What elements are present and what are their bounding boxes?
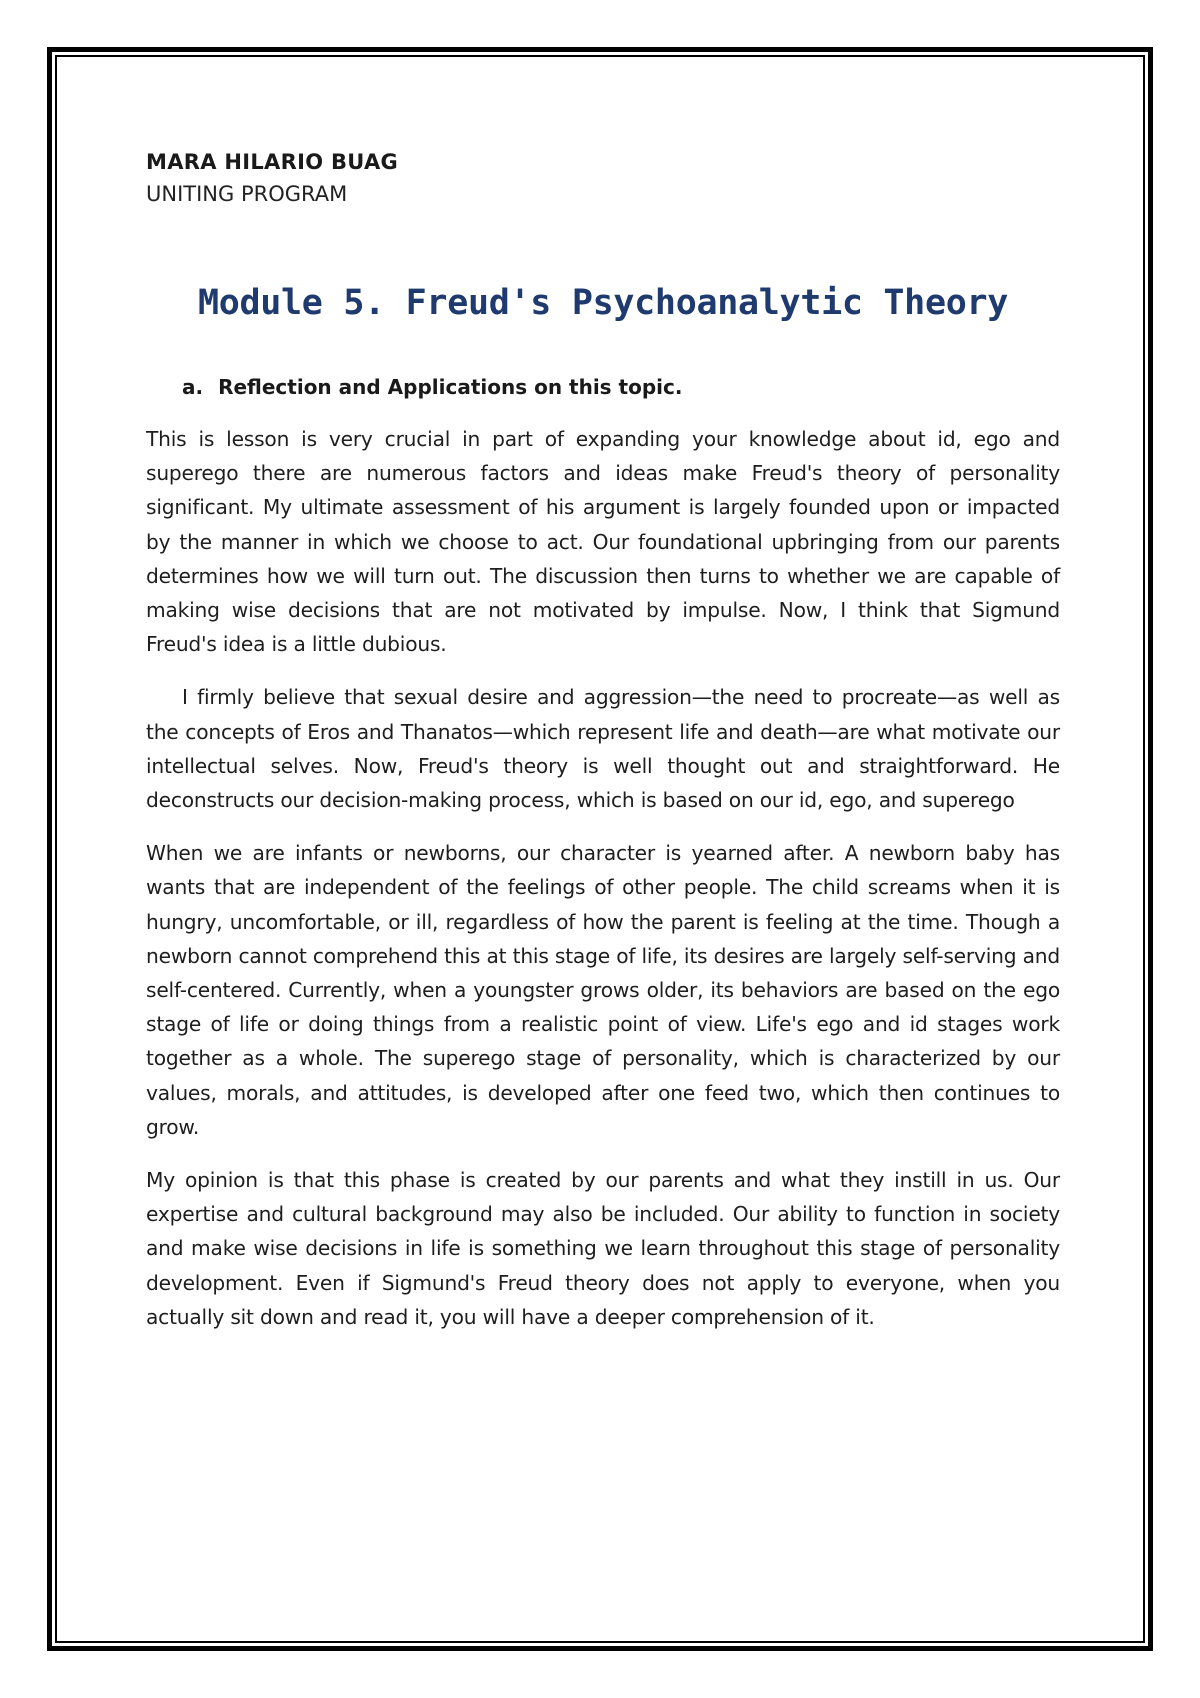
paragraph-3: When we are infants or newborns, our character is yearned after. A newborn baby has wants that are independent of the feelings of other people. The child screams when it is hungry, uncomfortable, or ill, regardless of how the parent is feeling at the time. Though a newborn cannot comprehend this at this stage of life, its desires are largely self-serving and self-centered. Currently, when a youngster grows older, its behaviors are based on the ego stage of life or doing things from a realistic point of view. Life's ego and id stages work together as a whole. The superego stage of personality, which is characterized by our values, morals, and attitudes, is developed after one feed two, which then continues to grow.: [146, 841, 1060, 1139]
section-heading-text: Reflection and Applications on this topic.: [218, 375, 683, 399]
program-name: UNITING PROGRAM: [146, 182, 348, 206]
paragraph-4: My opinion is that this phase is created by our parents and what they instill in us. Our expertise and cultural background may also be included. Our ability to function in society and make wise decisions in life is something we learn throughout this stage of personality development. Even if Sigmund's Freud theory does not apply to everyone, when you actually sit down and read it, you will have a deeper comprehension of it.: [146, 1168, 1060, 1329]
section-heading: [182, 372, 1060, 402]
section-marker: a.: [182, 375, 204, 399]
document-title: Module 5. Freud's Psychoanalytic Theory: [197, 283, 1009, 323]
document-body: [146, 146, 1060, 1334]
paragraph-1: This is lesson is very crucial in part of expanding your knowledge about id, ego and superego there are numerous factors and ideas make Freud's theory of personality significant. My ultimate assessment of his argument is largely founded upon or impacted by the manner in which we choose to act. Our foundational upbringing from our parents determines how we will turn out. The discussion then turns to whether we are capable of making wise decisions that are not motivated by impulse. Now, I think that Sigmund Freud's idea is a little dubious.: [146, 427, 1060, 657]
author-name: MARA HILARIO BUAG: [146, 150, 399, 174]
paragraph-2: I firmly believe that sexual desire and aggression—the need to procreate—as well as the concepts of Eros and Thanatos—which represent life and death—are what motivate our intellectual selves. Now, Freud's theory is well thought out and straightforward. He deconstructs our decision-making process, which is based on our id, ego, and superego: [146, 685, 1060, 813]
